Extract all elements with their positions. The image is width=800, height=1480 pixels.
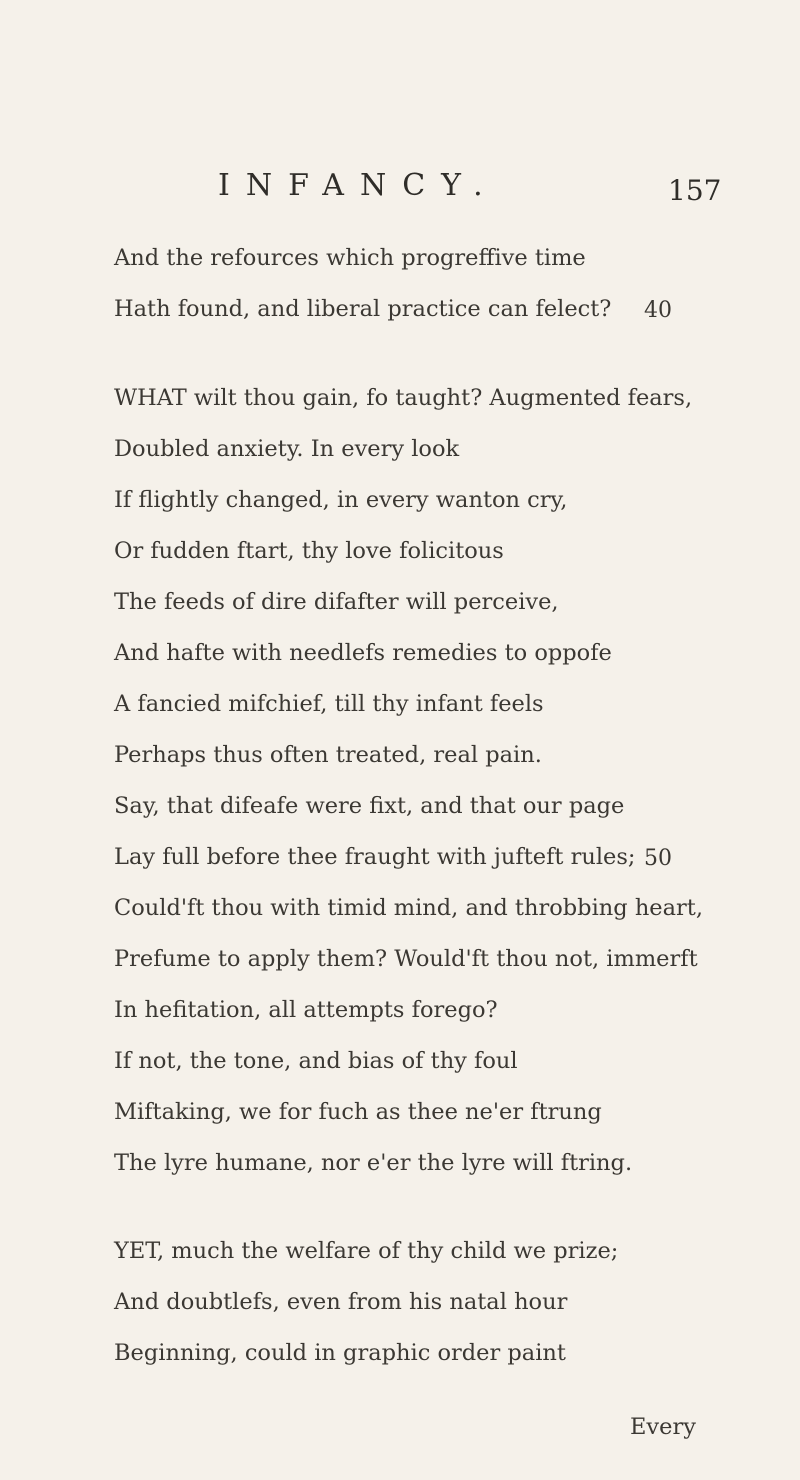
verse-line: And doubtlefs, even from his natal hour bbox=[114, 1289, 568, 1315]
verse-line: Say, that difeafe were fixt, and that our page bbox=[114, 793, 625, 819]
verse-line: YET, much the welfare of thy child we prize; bbox=[114, 1238, 619, 1264]
running-head-title: INFANCY. bbox=[218, 168, 499, 203]
page-number: 157 bbox=[668, 174, 722, 207]
line-number: 50 bbox=[644, 846, 672, 871]
verse-line: Lay full before thee fraught with jufteft rules; bbox=[114, 844, 636, 870]
verse-line: Doubled anxiety. In every look bbox=[114, 436, 460, 462]
verse-line: Hath found, and liberal practice can felect? bbox=[114, 296, 612, 322]
verse-line: And hafte with needlefs remedies to oppofe bbox=[114, 640, 612, 666]
line-number: 40 bbox=[644, 298, 672, 323]
verse-line: A fancied mifchief, till thy infant feels bbox=[114, 691, 544, 717]
verse-line: In hefitation, all attempts forego? bbox=[114, 997, 498, 1023]
verse-line: Prefume to apply them? Would'ft thou not, immerft bbox=[114, 946, 698, 972]
verse-line: Could'ft thou with timid mind, and throbbing heart, bbox=[114, 895, 703, 921]
verse-line: Or fudden ftart, thy love folicitous bbox=[114, 538, 504, 564]
verse-line: And the refources which progreffive time bbox=[114, 245, 586, 271]
verse-line: If flightly changed, in every wanton cry, bbox=[114, 487, 568, 513]
verse-line: Beginning, could in graphic order paint bbox=[114, 1340, 566, 1366]
verse-line: Miftaking, we for fuch as thee ne'er ftrung bbox=[114, 1099, 602, 1125]
catchword: Every bbox=[630, 1414, 696, 1440]
verse-line: WHAT wilt thou gain, fo taught? Augmented fears, bbox=[114, 385, 693, 411]
verse-line: The lyre humane, nor e'er the lyre will ftring. bbox=[114, 1150, 633, 1176]
verse-line: The feeds of dire difafter will perceive, bbox=[114, 589, 559, 615]
verse-line: Perhaps thus often treated, real pain. bbox=[114, 742, 542, 768]
verse-line: If not, the tone, and bias of thy foul bbox=[114, 1048, 518, 1074]
